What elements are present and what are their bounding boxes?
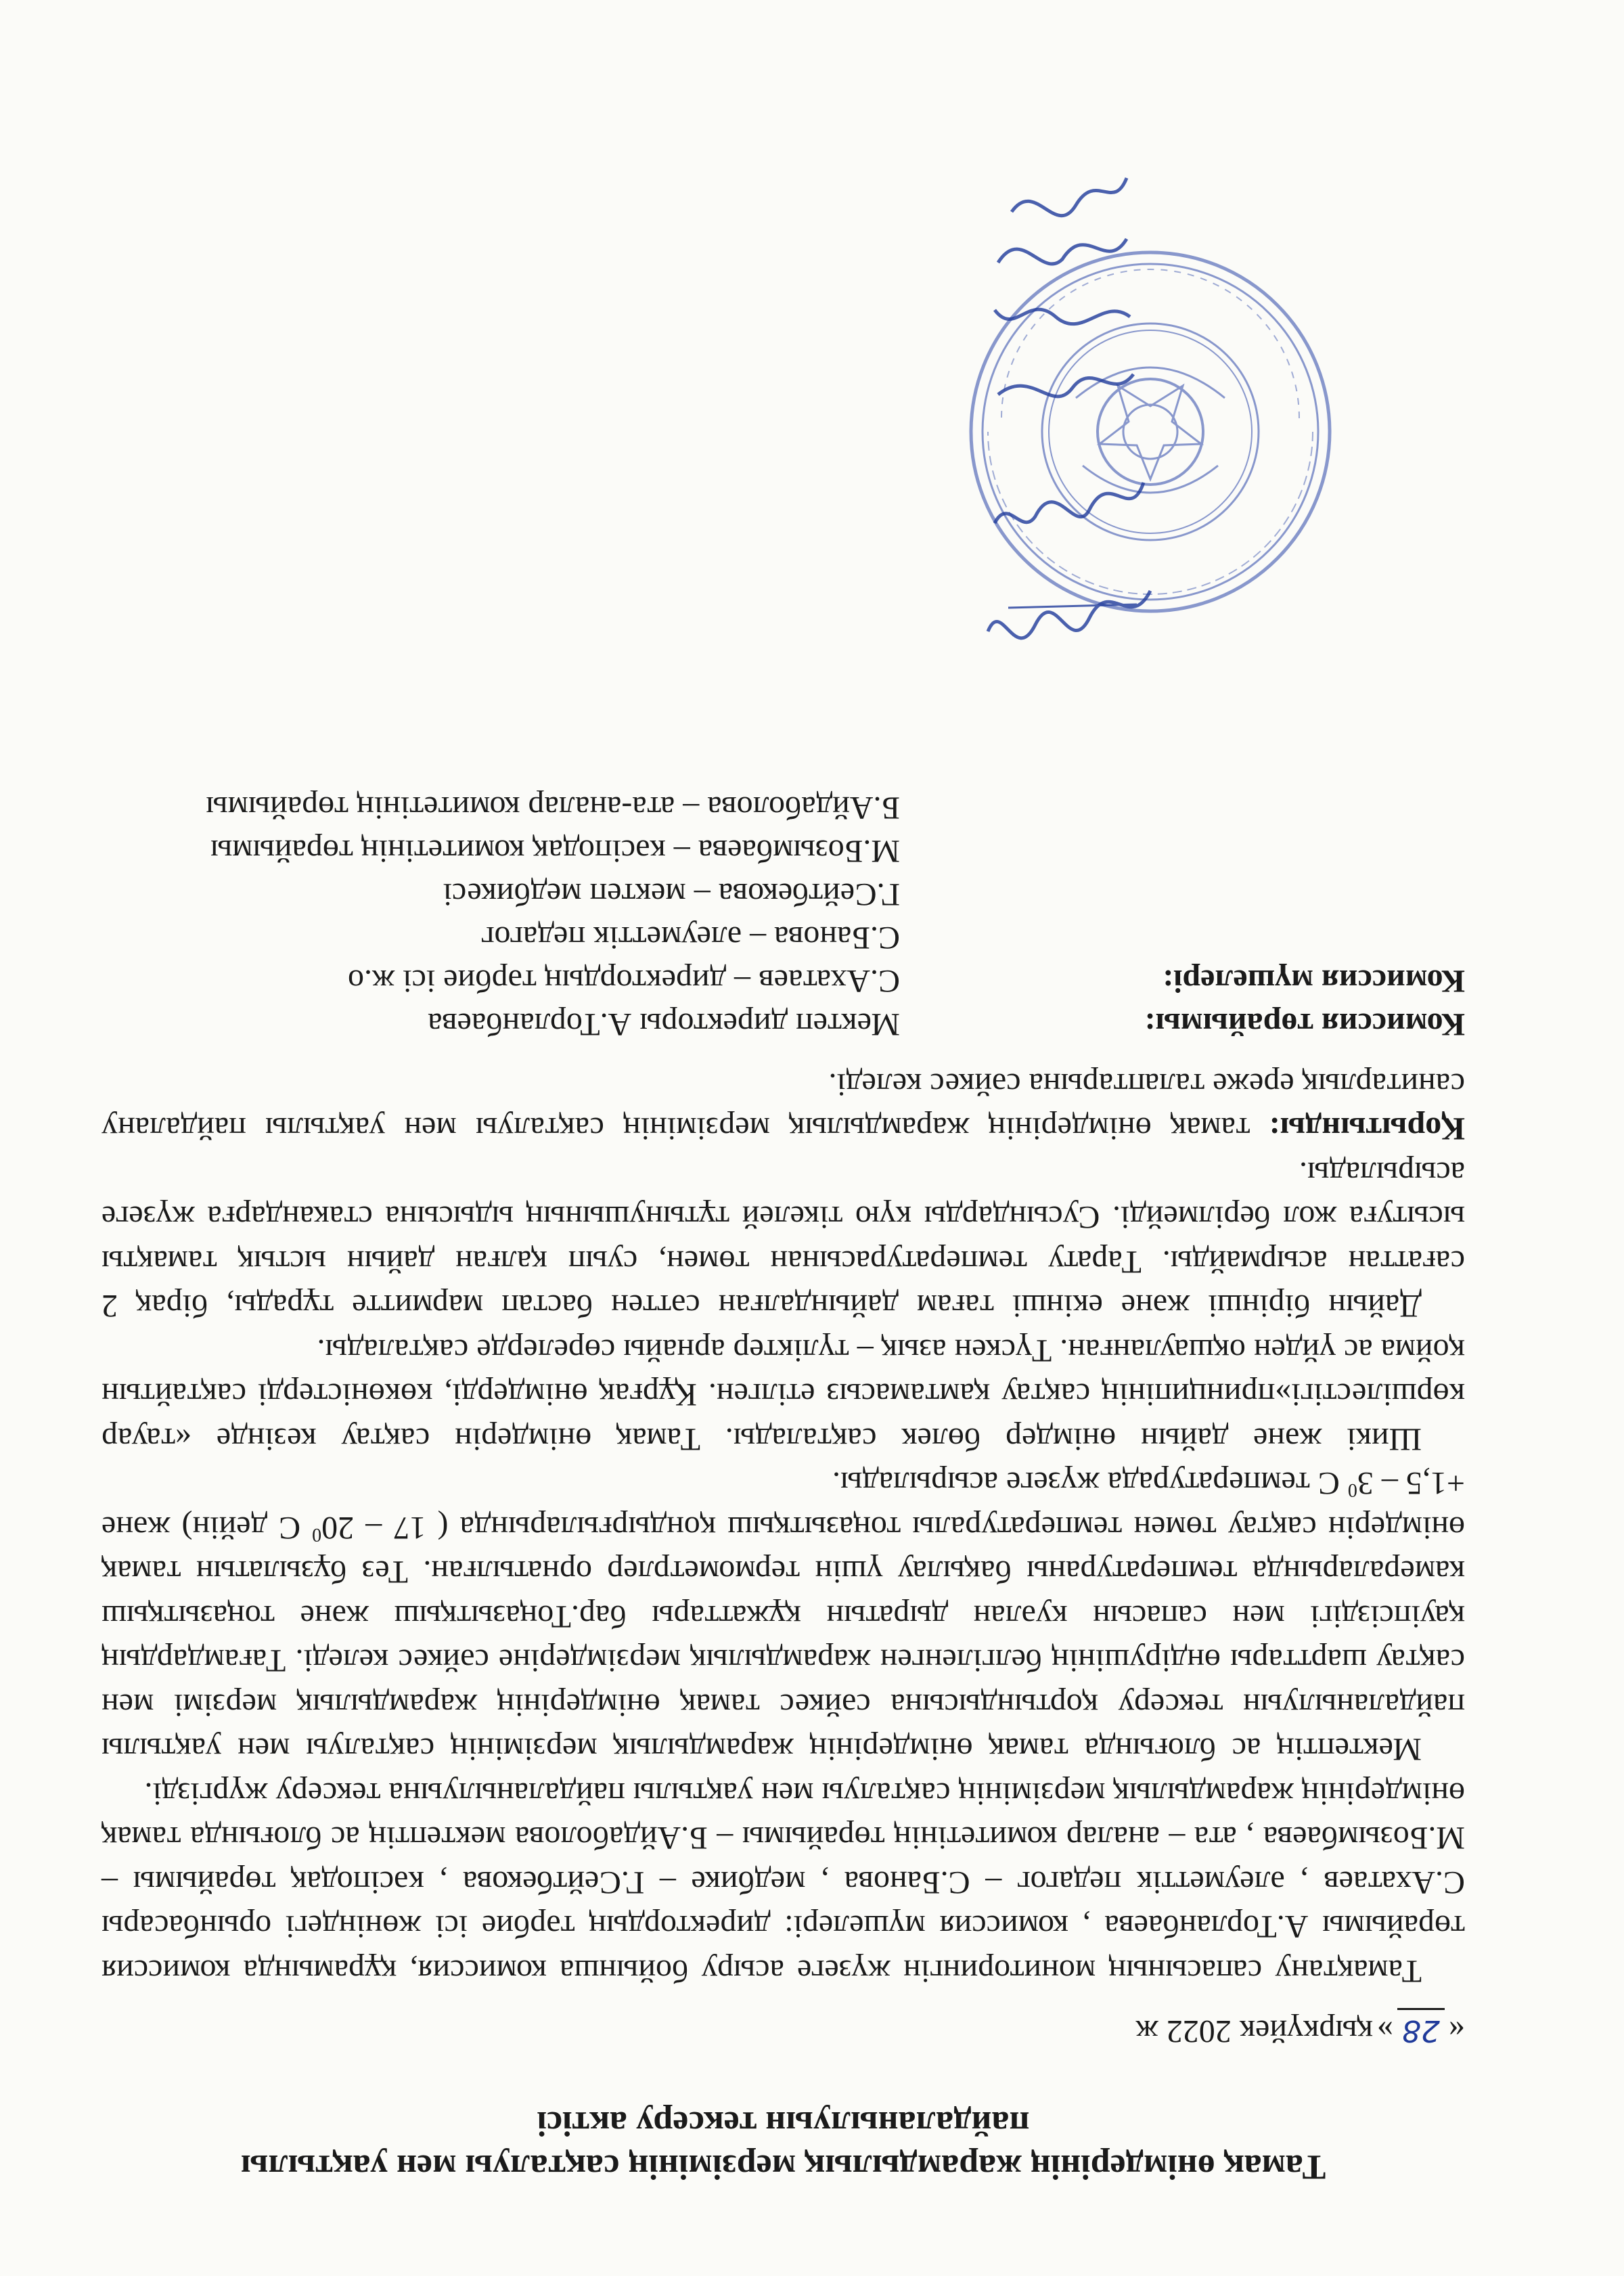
member-ahataev: С.Ахатаев – директордың тәрбие ісі ж.о bbox=[348, 963, 900, 1000]
members-label: Комиссия мүшелері: bbox=[1163, 963, 1465, 1000]
member-bozymbaeva: М.Бозымбаева – кәсіподақ комитетінің төрайымы bbox=[210, 833, 900, 870]
date-day-handwritten: 28 bbox=[1397, 2008, 1445, 2051]
signature-ahataev-icon bbox=[988, 462, 1150, 543]
title-line-1: Тамақ өнімдерінің жарамдылық мерзімінің сақталуы мен уақтылы bbox=[240, 2147, 1326, 2186]
member-aidabolova: Б.Айдаболова – ата-аналар комитетінің төрайымы bbox=[206, 790, 900, 826]
document-date bbox=[102, 2008, 1465, 2051]
member-banova: С.Банова – әлеуметтік педагог bbox=[480, 920, 900, 956]
signature-bozymbaeva-icon bbox=[988, 219, 1137, 280]
paragraph-serving: Дайын бірінші және екінші тағам дайындалған сәттен бастап мармитте тұрады, бірақ 2 сағаттан асырмайды. Тарату температурасынан төмен, суып қалған дайын ыстық тамақты ысытуға жол берілмейді. Сусындарды күю тікелей тұтынушының ыдысына стакандарға жүзеге асырылады. bbox=[102, 1155, 1465, 1324]
signature-chair-icon bbox=[981, 571, 1157, 645]
commission-signatures bbox=[102, 786, 1465, 1046]
paragraph-intro: Тамақтану сапасының мониторингін жүзеге асыру бойынша комиссия, құрамында комиссия төрайымы А.Торланбаева , комиссия мүшелері: директордың тәрбие ісі жөніндегі орынбасары С.Ахатаев , әлеуметтік педагог – С.Банова , медбике – Г.Сейтбекова , кәсіподақ төрайымы – М.Бозымбаева , ата – аналар комитетінің төрайымы – Б.Айдаболова мектептің ас блоғында тамақ өнімдерінің жарамдылық мерзімінің сақталуы мен уақтылы пайдаланылуына тексеру жүргізді. bbox=[102, 1776, 1465, 1989]
commission-members-row bbox=[102, 960, 1465, 1003]
commission-chair-row bbox=[102, 1003, 1465, 1046]
chair-name: Мектеп директоры А.Торланбаева bbox=[428, 1006, 900, 1043]
chair-label: Комиссия төрайымы: bbox=[1144, 1006, 1465, 1043]
signature-seitbekova-icon bbox=[988, 290, 1137, 344]
conclusion-text: тамақ өнімдерінің жарамдылық мерзімінің сақталуы мен уақтылы пайдалану санитарлық ереже талаптарына сәйкес келеді. bbox=[102, 1067, 1465, 1147]
paragraph-inspection: Мектептің ас блоғында тамақ өнімдерінің жарамдылық мерзімінің сақталуы мен уақтылы пайдаланылуын тексеру қортындысына сәйкес тамақ өнімдерінің жарамдылық мерзімі мен сақтау шарттары өндірушінің белгіленген жарамдылық мерзімдеріне сәйкес келеді. Тағамдардың қауіпсіздігі мен сапасын куәлан дыратын құжаттары бар.Тоңазытқыш және тоңазытқыш камераларында температураны бақылау үшін термометрлер орнатылған. Тез бұзылатын тамақ өнімдерін сақтау төмен температуралы тоңазытқыш қондырғыларында ( $17 - 20^0$ С дейін) және $+1,5 - 3^0$ С температурада жүзеге асырылады. bbox=[101, 1465, 1465, 1768]
member-seitbekova: Г.Сейтбекова – мектеп медбикесі bbox=[443, 876, 900, 913]
paragraph-storage: Шикі және дайын өнімдер бөлек сақталады. Тамақ өнімдерін сақтау кезінде «тауар көршілестігі»принципінің сақтау қамтамасыз етілген. Құрғақ өнімдерді, көкөністерді сақтайтын қойма ас үйден оқшауланған. Түскен азық – түліктер арнайы сөрелерде сақталады. bbox=[102, 1333, 1465, 1457]
title-line-2: пайдаланылуын тексеру актісі bbox=[537, 2104, 1030, 2143]
document-body bbox=[102, 1063, 1465, 1994]
paragraph-conclusion bbox=[102, 1063, 1465, 1151]
conclusion-label: Қорытынды: bbox=[1269, 1111, 1465, 1147]
document-title bbox=[102, 2101, 1465, 2188]
date-month-year: қыркүйек 2022 ж bbox=[1135, 2013, 1373, 2049]
date-close-quote: » bbox=[1377, 2013, 1393, 2049]
date-open-quote: « bbox=[1449, 2013, 1465, 2049]
members-list bbox=[102, 786, 1465, 960]
signature-banova-icon bbox=[991, 354, 1140, 408]
signature-aidabolova-icon bbox=[1001, 164, 1137, 225]
